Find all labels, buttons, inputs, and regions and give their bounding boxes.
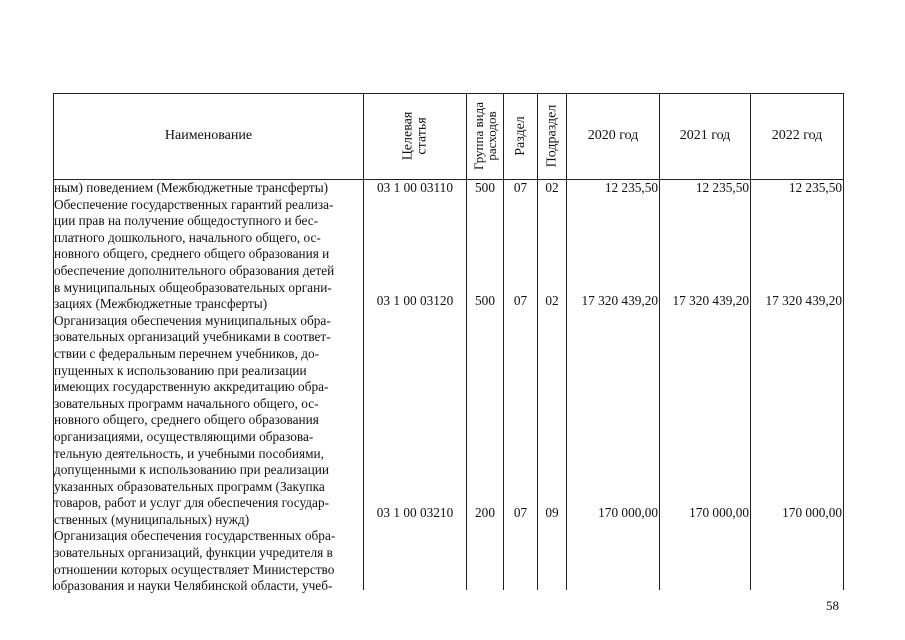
row-0-code: 03 1 00 03110	[377, 180, 453, 195]
row-2-section: 07	[513, 505, 528, 520]
row-3-line-2: отношении которых осуществляет Министерство	[54, 561, 335, 577]
page-number: 58	[826, 598, 839, 613]
header-target-article	[364, 93, 466, 179]
row-1-line-1: ции прав на получение общедоступного и бес-	[54, 213, 319, 229]
row-1-2020: 17 320 439,20	[581, 293, 658, 308]
row-0-subsection: 02	[545, 180, 559, 195]
row-2-line-5: зовательных программ начального общего, ос-	[54, 395, 319, 411]
row-1-line-4: обеспечение дополнительного образования детей	[54, 262, 335, 278]
row-1-code: 03 1 00 03120	[376, 293, 454, 308]
row-1-line-0: Обеспечение государственных гарантий реализа-	[54, 196, 334, 212]
row-2-code: 03 1 00 03210	[376, 505, 454, 520]
row-1-line-5: в муниципальных общеобразовательных органи-	[54, 279, 332, 295]
row-0-group: 500	[475, 180, 495, 195]
header-section	[504, 93, 537, 179]
header-2021-label: 2021 год	[679, 128, 731, 143]
row-1-2022: 17 320 439,20	[765, 293, 842, 308]
row-1-line-6: зациях (Межбюджетные трансферты)	[54, 296, 268, 312]
header-subsection	[538, 93, 566, 179]
header-2022-label: 2022 год	[771, 128, 823, 143]
header-name	[54, 93, 363, 179]
row-3-line-3: образования и науки Челябинской области, учеб-	[54, 578, 333, 594]
header-subsection-label: Подраздел	[544, 104, 559, 168]
row-1-section: 07	[513, 293, 528, 308]
row-2-group: 200	[475, 505, 495, 520]
header-2022	[751, 93, 843, 179]
row-2-2020: 170 000,00	[598, 505, 658, 520]
row-1-subsection: 02	[545, 293, 559, 308]
row-2-line-0: Организация обеспечения муниципальных обра-	[54, 312, 331, 328]
header-name-label: Наименование	[164, 128, 253, 143]
row-2-line-6: новного общего, среднего общего образования	[54, 412, 319, 428]
row-2-subsection: 09	[545, 505, 559, 520]
row-1-line-3: новного общего, среднего общего образования и	[54, 246, 330, 262]
row-3-line-0: Организация обеспечения государственных обра-	[54, 528, 336, 544]
row-2-line-9: допущенными к использованию при реализации	[54, 462, 329, 478]
name-column	[54, 180, 362, 595]
table-right-border	[843, 93, 844, 590]
header-2020-label: 2020 год	[587, 128, 639, 143]
header-2021	[660, 93, 750, 179]
row-0-2022: 12 235,50	[788, 180, 842, 195]
header-target-label: Целевая статья	[399, 111, 429, 161]
row-2-line-7: организациями, осуществляющими образова-	[54, 428, 314, 444]
row-1-line-2: платного дошкольного, начального общего, ос-	[54, 229, 321, 245]
header-group-label: Группа вида расходов	[471, 102, 500, 170]
header-section-label: Раздел	[512, 116, 528, 156]
row-2-2022: 170 000,00	[782, 505, 842, 520]
row-1-group: 500	[475, 293, 495, 308]
row-0-2021: 12 235,50	[695, 180, 749, 195]
row-2-line-10: указанных образовательных программ (Закупка	[54, 478, 325, 494]
header-2020	[567, 93, 659, 179]
row-2-line-2: ствии с федеральным перечнем учебников, до-	[54, 345, 320, 361]
row-0-section: 07	[513, 180, 528, 195]
row-0-2020: 12 235,50	[604, 180, 658, 195]
row-1-2021: 17 320 439,20	[672, 293, 749, 308]
row-2-line-4: имеющих государственную аккредитацию обра-	[54, 379, 329, 395]
row-2-2021: 170 000,00	[689, 505, 749, 520]
row-2-line-1: зовательных организаций учебниками в соответ-	[54, 329, 331, 345]
row-2-line-8: тельную деятельность, и учебными пособиями,	[54, 445, 324, 461]
row-2-line-11: товаров, работ и услуг для обеспечения государ-	[54, 495, 330, 511]
row-2-line-3: пущенных к использованию при реализации	[54, 362, 307, 378]
row-0-line-0: ным) поведением (Межбюджетные трансферты)	[54, 180, 329, 195]
row-3-line-1: зовательных организаций, функции учредителя в	[54, 545, 333, 561]
header-expense-group	[467, 93, 503, 179]
row-2-line-12: ственных (муниципальных) нужд)	[54, 511, 250, 527]
